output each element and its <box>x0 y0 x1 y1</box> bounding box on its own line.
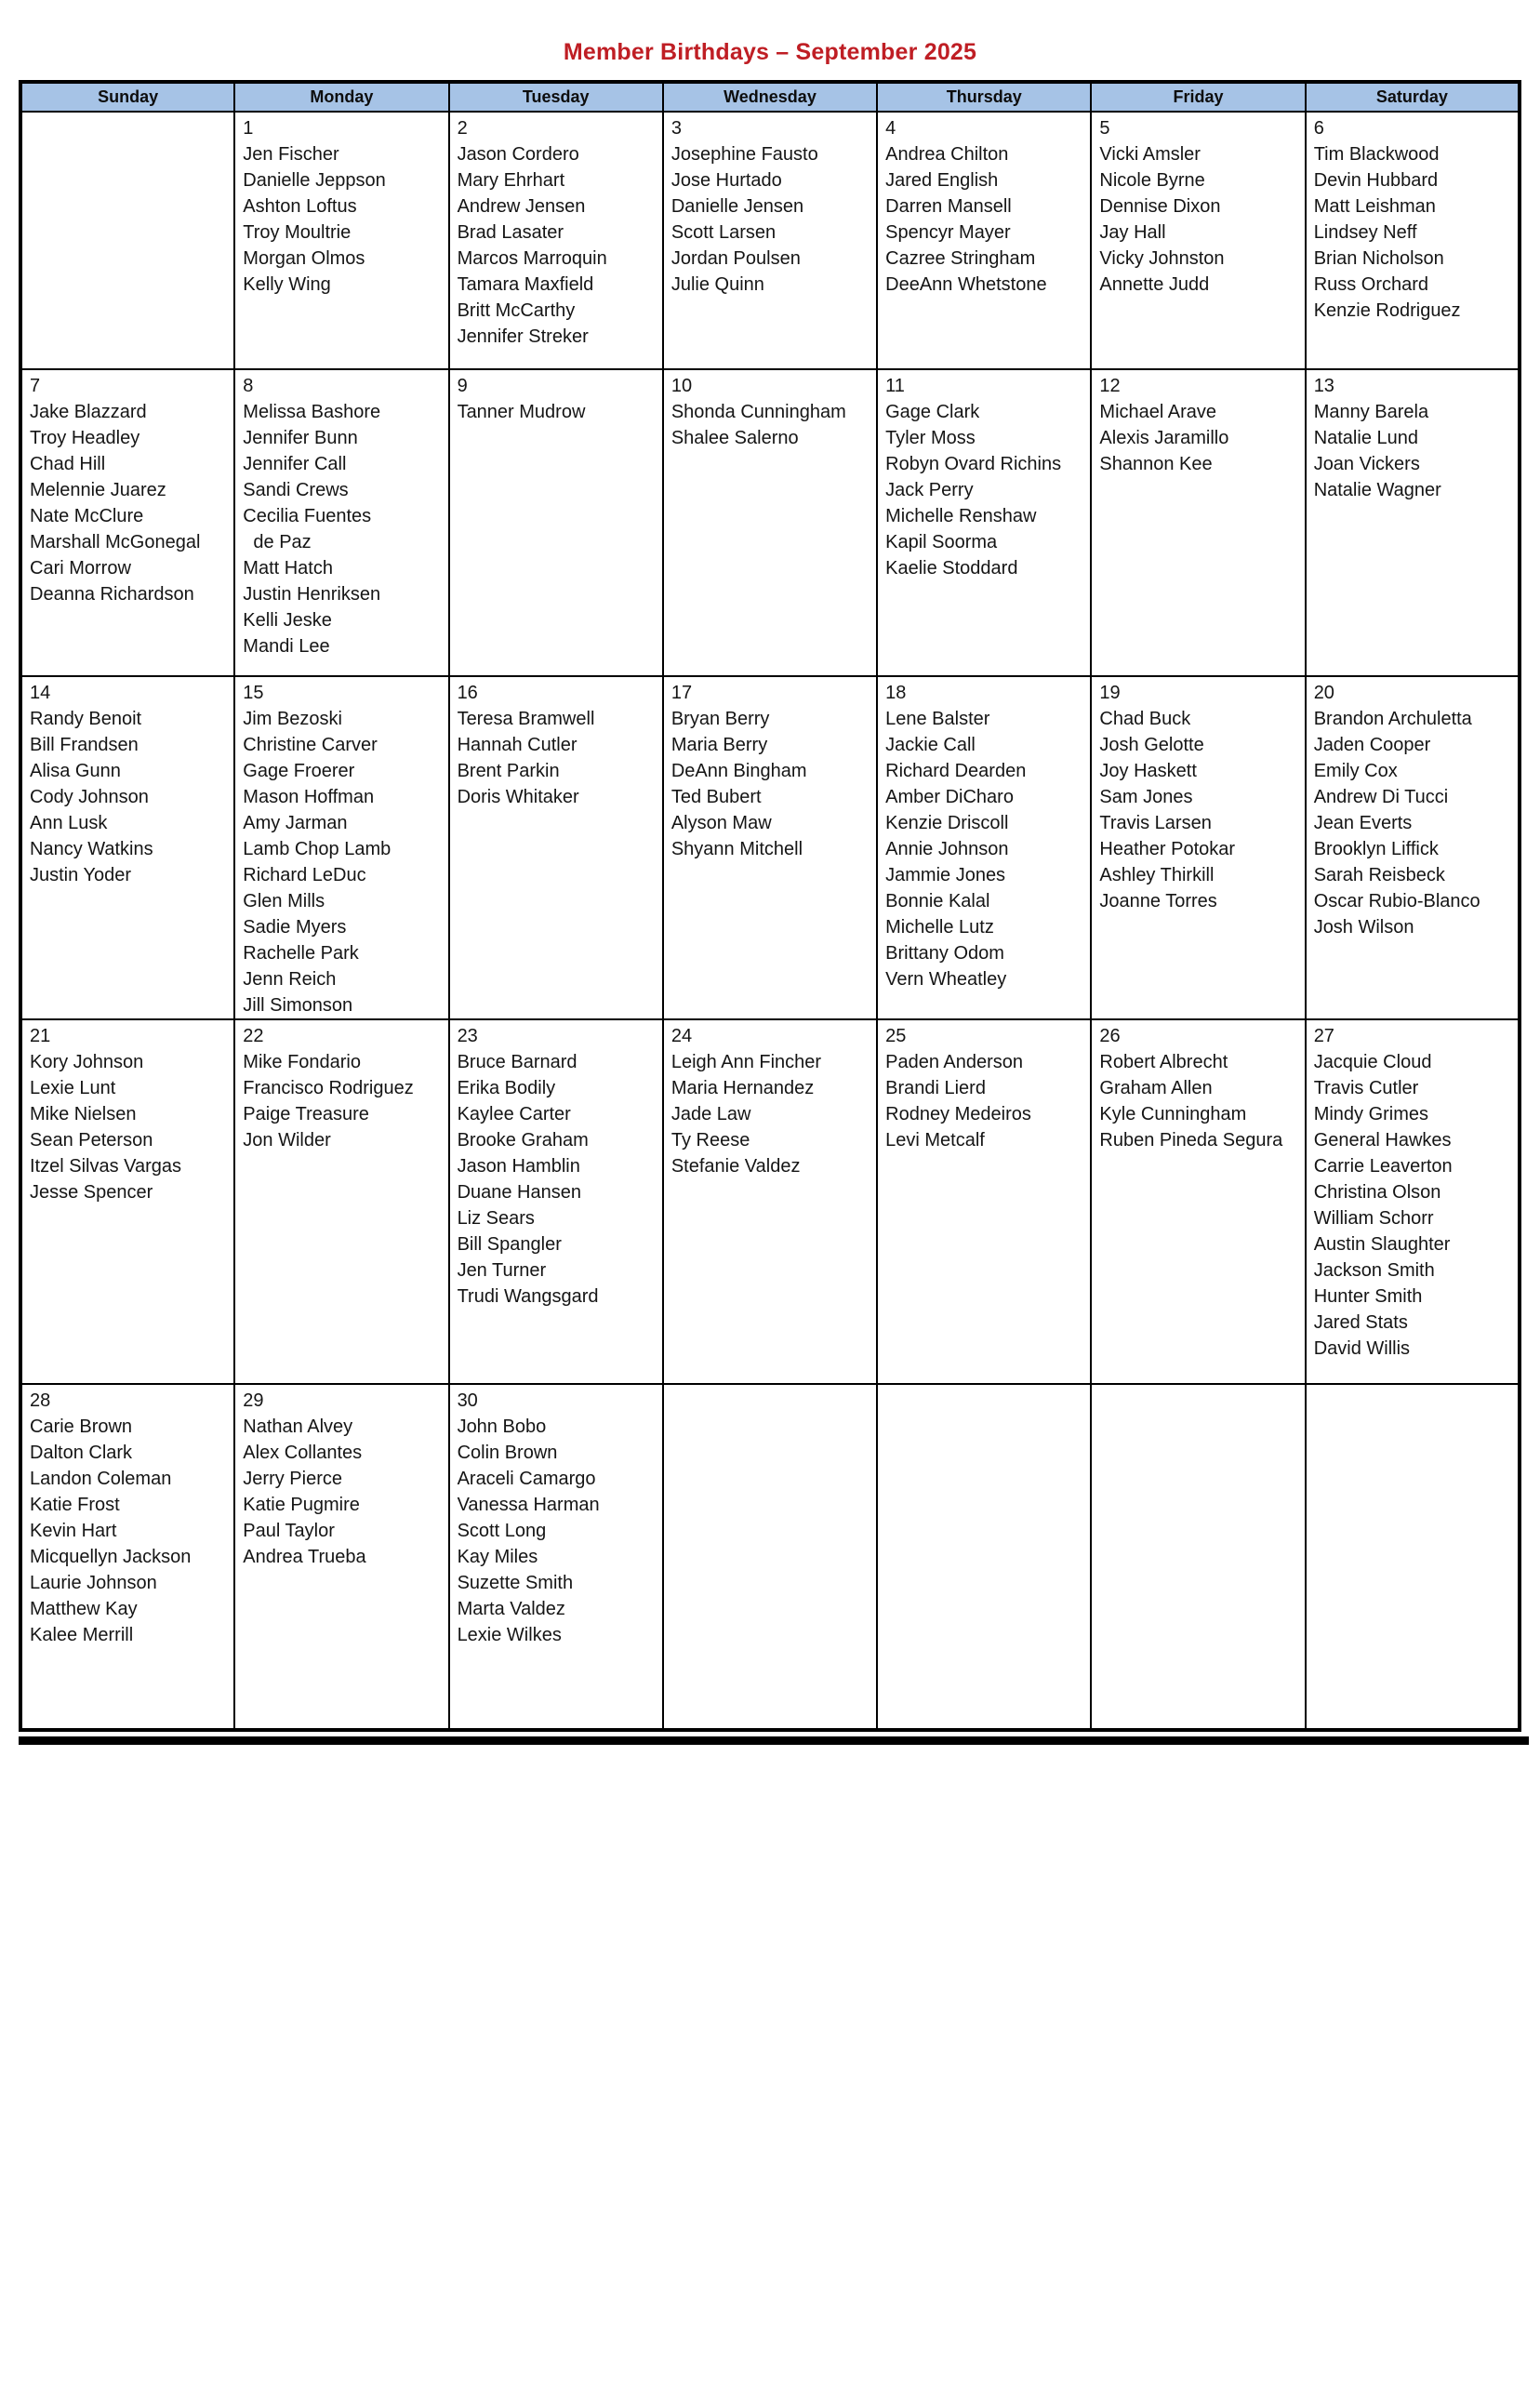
day-cell <box>20 1019 234 1384</box>
member-name: Deanna Richardson <box>30 584 194 605</box>
day-cell <box>1091 676 1305 1019</box>
day-number: 20 <box>1313 683 1334 703</box>
member-name: Bill Spangler <box>457 1234 562 1255</box>
member-name: Jackie Call <box>885 735 976 755</box>
member-name: Christine Carver <box>243 735 378 755</box>
member-name: Sam Jones <box>1099 787 1193 807</box>
member-name: Vicki Amsler <box>1099 144 1201 165</box>
week-row <box>20 1384 1520 1730</box>
member-name: Doris Whitaker <box>457 787 579 807</box>
member-name: Colin Brown <box>457 1443 558 1463</box>
day-number: 24 <box>670 1026 693 1046</box>
day-cell <box>234 112 448 369</box>
member-name: Jason Cordero <box>457 144 579 165</box>
member-name: Tanner Mudrow <box>457 402 586 422</box>
member-name: John Bobo <box>457 1417 547 1437</box>
member-name: Paul Taylor <box>243 1521 335 1541</box>
day-cell <box>877 1019 1091 1384</box>
member-name: Heather Potokar <box>1099 839 1236 859</box>
member-name: Julie Quinn <box>670 274 764 295</box>
member-name: Araceli Camargo <box>457 1469 596 1489</box>
member-name: Sadie Myers <box>243 917 347 938</box>
calendar-bottom-border <box>19 1736 1529 1745</box>
day-cell <box>1091 369 1305 676</box>
day-cell <box>1306 112 1520 369</box>
day-cell <box>234 1019 448 1384</box>
member-name: Kelly Wing <box>243 274 331 295</box>
day-cell <box>449 1384 663 1730</box>
member-name: Mary Ehrhart <box>457 170 565 191</box>
week-row <box>20 676 1520 1019</box>
member-name: Shonda Cunningham <box>670 402 846 422</box>
member-name: Vanessa Harman <box>457 1495 600 1515</box>
day-cell <box>663 1019 877 1384</box>
member-name: Sarah Reisbeck <box>1313 865 1445 885</box>
member-name: Alex Collantes <box>243 1443 363 1463</box>
member-name: Jose Hurtado <box>670 170 782 191</box>
member-name: Justin Henriksen <box>243 584 381 605</box>
member-name: Landon Coleman <box>30 1469 172 1489</box>
member-name: Morgan Olmos <box>243 248 365 269</box>
member-name: Brooklyn Liffick <box>1313 839 1439 859</box>
member-name: Troy Moultrie <box>243 222 352 243</box>
member-name: Brandon Archuletta <box>1313 709 1472 729</box>
member-name: Katie Pugmire <box>243 1495 360 1515</box>
day-number: 2 <box>457 118 468 139</box>
member-name: Lexie Wilkes <box>457 1625 562 1645</box>
member-name: Levi Metcalf <box>885 1130 985 1151</box>
member-name: Annie Johnson <box>885 839 1009 859</box>
member-name: Ty Reese <box>670 1130 750 1151</box>
member-name: Rachelle Park <box>243 943 359 964</box>
member-name: Bruce Barnard <box>457 1052 578 1072</box>
member-name: Jean Everts <box>1313 813 1413 833</box>
member-name: Erika Bodily <box>457 1078 556 1098</box>
member-name: Chad Buck <box>1099 709 1191 729</box>
member-name: Lene Balster <box>885 709 990 729</box>
member-name: Suzette Smith <box>457 1573 574 1593</box>
day-number: 14 <box>30 683 51 703</box>
day-number: 13 <box>1313 376 1334 396</box>
member-name: Brian Nicholson <box>1313 248 1444 269</box>
member-name: Amy Jarman <box>243 813 348 833</box>
member-name: Gage Clark <box>885 402 980 422</box>
member-name: Nathan Alvey <box>243 1417 353 1437</box>
member-name: Michelle Renshaw <box>885 506 1037 526</box>
empty-day-cell <box>1091 1384 1305 1730</box>
member-name: Bill Frandsen <box>30 735 139 755</box>
member-name: Ashton Loftus <box>243 196 357 217</box>
week-row <box>20 112 1520 369</box>
member-name: Mindy Grimes <box>1313 1104 1429 1124</box>
member-name: Tyler Moss <box>885 428 976 448</box>
member-name: Kenzie Driscoll <box>885 813 1009 833</box>
empty-day-cell <box>20 112 234 369</box>
member-name: Lindsey Neff <box>1313 222 1417 243</box>
member-name: Brandi Lierd <box>885 1078 986 1098</box>
member-name: Carie Brown <box>30 1417 133 1437</box>
day-number: 7 <box>30 376 41 396</box>
weekday-header: Wednesday <box>663 82 877 112</box>
day-number: 22 <box>243 1026 264 1046</box>
day-number: 30 <box>457 1390 478 1411</box>
day-cell <box>234 369 448 676</box>
member-name: Jerry Pierce <box>243 1469 342 1489</box>
day-number: 11 <box>885 376 905 396</box>
calendar-table <box>19 80 1521 1732</box>
member-name: Liz Sears <box>457 1208 535 1229</box>
day-number: 17 <box>670 683 693 703</box>
member-name: Andrea Trueba <box>243 1547 366 1567</box>
member-name: Bonnie Kalal <box>885 891 990 911</box>
day-number: 25 <box>885 1026 907 1046</box>
day-cell <box>1306 676 1520 1019</box>
day-cell <box>1091 1019 1305 1384</box>
member-name: Josh Wilson <box>1313 917 1414 938</box>
weekday-header: Saturday <box>1306 82 1520 112</box>
day-cell <box>449 369 663 676</box>
day-number: 28 <box>30 1390 51 1411</box>
member-name: Matthew Kay <box>30 1599 138 1619</box>
member-name: Cazree Stringham <box>885 248 1036 269</box>
member-name: Ann Lusk <box>30 813 108 833</box>
day-number: 26 <box>1099 1026 1121 1046</box>
member-name: Austin Slaughter <box>1313 1234 1451 1255</box>
member-name: Travis Larsen <box>1099 813 1212 833</box>
day-number: 19 <box>1099 683 1121 703</box>
member-name: Ruben Pineda Segura <box>1099 1130 1283 1151</box>
day-number: 12 <box>1099 376 1121 396</box>
member-name: Maria Hernandez <box>670 1078 815 1098</box>
member-name: Teresa Bramwell <box>457 709 595 729</box>
day-number: 29 <box>243 1390 264 1411</box>
member-name: Natalie Wagner <box>1313 480 1441 500</box>
member-name: Joy Haskett <box>1099 761 1197 781</box>
member-name: Jesse Spencer <box>30 1182 153 1203</box>
member-name: Melennie Juarez <box>30 480 166 500</box>
member-name: Andrea Chilton <box>885 144 1009 165</box>
member-name: Shyann Mitchell <box>670 839 803 859</box>
weekday-header: Sunday <box>20 82 234 112</box>
member-name: Jackson Smith <box>1313 1260 1435 1281</box>
member-name: Danielle Jensen <box>670 196 804 217</box>
empty-day-cell <box>663 1384 877 1730</box>
day-number: 4 <box>885 118 896 139</box>
member-name: Duane Hansen <box>457 1182 581 1203</box>
weekday-row <box>20 82 1520 112</box>
member-name: Jenn Reich <box>243 969 337 990</box>
week-row <box>20 1019 1520 1384</box>
member-name: Vicky Johnston <box>1099 248 1225 269</box>
member-name: Leigh Ann Fincher <box>670 1052 822 1072</box>
member-name: Marshall McGonegal <box>30 532 201 552</box>
member-name: Hunter Smith <box>1313 1286 1423 1307</box>
member-name: Randy Benoit <box>30 709 142 729</box>
day-number: 18 <box>885 683 907 703</box>
member-name: Jen Turner <box>457 1260 547 1281</box>
member-name: Laurie Johnson <box>30 1573 157 1593</box>
member-name: Cari Morrow <box>30 558 131 579</box>
weekday-header: Tuesday <box>449 82 663 112</box>
member-name: Rodney Medeiros <box>885 1104 1031 1124</box>
member-name: Jon Wilder <box>243 1130 331 1151</box>
day-cell <box>877 676 1091 1019</box>
member-name: Justin Yoder <box>30 865 131 885</box>
empty-day-cell <box>1306 1384 1520 1730</box>
member-name: Tamara Maxfield <box>457 274 594 295</box>
member-name: Scott Larsen <box>670 222 777 243</box>
member-name: Robyn Ovard Richins <box>885 454 1062 474</box>
member-name: Kalee Merrill <box>30 1625 134 1645</box>
member-name: Brittany Odom <box>885 943 1004 964</box>
member-name: Tim Blackwood <box>1313 144 1440 165</box>
weekday-header: Thursday <box>877 82 1091 112</box>
member-name: Ted Bubert <box>670 787 762 807</box>
member-name: Kyle Cunningham <box>1099 1104 1247 1124</box>
day-cell <box>663 112 877 369</box>
member-name: Mandi Lee <box>243 636 330 657</box>
member-name: Sandi Crews <box>243 480 349 500</box>
calendar-header <box>20 82 1520 112</box>
member-name: Bryan Berry <box>670 709 770 729</box>
day-number: 9 <box>457 376 468 396</box>
empty-day-cell <box>877 1384 1091 1730</box>
day-cell <box>449 1019 663 1384</box>
member-name: de Paz <box>243 532 312 552</box>
member-name: Kenzie Rodriguez <box>1313 300 1461 321</box>
day-cell <box>877 369 1091 676</box>
day-cell <box>663 369 877 676</box>
member-name: Jennifer Call <box>243 454 347 474</box>
member-name: Danielle Jeppson <box>243 170 386 191</box>
day-cell <box>449 112 663 369</box>
member-name: Jill Simonson <box>243 995 353 1016</box>
member-name: Josephine Fausto <box>670 144 818 165</box>
member-name: Christina Olson <box>1313 1182 1441 1203</box>
member-name: Maria Berry <box>670 735 768 755</box>
member-name: Amber DiCharo <box>885 787 1014 807</box>
day-cell <box>449 676 663 1019</box>
member-name: Katie Frost <box>30 1495 120 1515</box>
member-name: Matt Hatch <box>243 558 333 579</box>
member-name: Jason Hamblin <box>457 1156 580 1177</box>
day-number: 8 <box>243 376 254 396</box>
page-title: Member Birthdays – September 2025 <box>563 39 977 65</box>
member-name: Annette Judd <box>1099 274 1210 295</box>
day-cell <box>234 676 448 1019</box>
member-name: Glen Mills <box>243 891 325 911</box>
member-name: Matt Leishman <box>1313 196 1436 217</box>
day-cell <box>1306 1019 1520 1384</box>
member-name: Marcos Marroquin <box>457 248 607 269</box>
member-name: DeeAnn Whetstone <box>885 274 1047 295</box>
member-name: Troy Headley <box>30 428 140 448</box>
member-name: Oscar Rubio-Blanco <box>1313 891 1480 911</box>
member-name: Brooke Graham <box>457 1130 589 1151</box>
member-name: Richard Dearden <box>885 761 1027 781</box>
day-number: 5 <box>1099 118 1110 139</box>
day-number: 6 <box>1313 118 1324 139</box>
member-name: Vern Wheatley <box>885 969 1007 990</box>
member-name: Britt McCarthy <box>457 300 576 321</box>
day-number: 15 <box>243 683 264 703</box>
member-name: Jordan Poulsen <box>670 248 801 269</box>
member-name: Brad Lasater <box>457 222 564 243</box>
weekday-header: Friday <box>1091 82 1305 112</box>
member-name: General Hawkes <box>1313 1130 1452 1151</box>
member-name: Ashley Thirkill <box>1099 865 1215 885</box>
member-name: Kelli Jeske <box>243 610 332 631</box>
member-name: Jaden Cooper <box>1313 735 1431 755</box>
member-name: Joan Vickers <box>1313 454 1420 474</box>
member-name: Travis Cutler <box>1313 1078 1419 1098</box>
member-name: Jay Hall <box>1099 222 1166 243</box>
member-name: Paden Anderson <box>885 1052 1024 1072</box>
member-name: David Willis <box>1313 1338 1411 1359</box>
member-name: Spencyr Mayer <box>885 222 1011 243</box>
day-number: 3 <box>670 118 682 139</box>
member-name: Jake Blazzard <box>30 402 147 422</box>
member-name: Emily Cox <box>1313 761 1398 781</box>
day-cell <box>20 1384 234 1730</box>
member-name: Mike Fondario <box>243 1052 361 1072</box>
member-name: Melissa Bashore <box>243 402 381 422</box>
member-name: Brent Parkin <box>457 761 560 781</box>
member-name: Paige Treasure <box>243 1104 369 1124</box>
member-name: Natalie Lund <box>1313 428 1418 448</box>
day-number: 21 <box>30 1026 51 1046</box>
member-name: William Schorr <box>1313 1208 1434 1229</box>
member-name: Michelle Lutz <box>885 917 994 938</box>
member-name: Graham Allen <box>1099 1078 1213 1098</box>
member-name: Andrew Jensen <box>457 196 586 217</box>
member-name: Devin Hubbard <box>1313 170 1439 191</box>
member-name: Alyson Maw <box>670 813 772 833</box>
member-name: Kaylee Carter <box>457 1104 571 1124</box>
member-name: Carrie Leaverton <box>1313 1156 1453 1177</box>
member-name: Lamb Chop Lamb <box>243 839 392 859</box>
member-name: Jim Bezoski <box>243 709 342 729</box>
member-name: Robert Albrecht <box>1099 1052 1228 1072</box>
member-name: Trudi Wangsgard <box>457 1286 599 1307</box>
day-cell <box>1091 112 1305 369</box>
day-number: 27 <box>1313 1026 1334 1046</box>
member-name: Scott Long <box>457 1521 547 1541</box>
day-number: 16 <box>457 683 478 703</box>
member-name: Richard LeDuc <box>243 865 366 885</box>
day-number: 1 <box>243 118 254 139</box>
member-name: Gage Froerer <box>243 761 355 781</box>
member-name: Micquellyn Jackson <box>30 1547 192 1567</box>
member-name: Darren Mansell <box>885 196 1012 217</box>
member-name: Jennifer Streker <box>457 326 589 347</box>
day-cell <box>877 112 1091 369</box>
member-name: Michael Arave <box>1099 402 1217 422</box>
member-name: Kapil Soorma <box>885 532 998 552</box>
member-name: Mike Nielsen <box>30 1104 137 1124</box>
member-name: Kory Johnson <box>30 1052 144 1072</box>
weekday-header: Monday <box>234 82 448 112</box>
member-name: Mason Hoffman <box>243 787 375 807</box>
member-name: Josh Gelotte <box>1099 735 1204 755</box>
member-name: Alexis Jaramillo <box>1099 428 1229 448</box>
member-name: Russ Orchard <box>1313 274 1429 295</box>
member-name: Cecilia Fuentes <box>243 506 372 526</box>
member-name: Dalton Clark <box>30 1443 133 1463</box>
day-cell <box>663 676 877 1019</box>
member-name: Alisa Gunn <box>30 761 121 781</box>
member-name: Jared Stats <box>1313 1312 1408 1333</box>
day-number: 23 <box>457 1026 478 1046</box>
day-cell <box>1306 369 1520 676</box>
day-cell <box>20 369 234 676</box>
member-name: Shalee Salerno <box>670 428 799 448</box>
week-row <box>20 369 1520 676</box>
member-name: Dennise Dixon <box>1099 196 1221 217</box>
member-name: Cody Johnson <box>30 787 149 807</box>
member-name: Jade Law <box>670 1104 751 1124</box>
member-name: Joanne Torres <box>1099 891 1217 911</box>
member-name: Jammie Jones <box>885 865 1006 885</box>
member-name: Jack Perry <box>885 480 974 500</box>
member-name: Kevin Hart <box>30 1521 117 1541</box>
member-name: Jared English <box>885 170 999 191</box>
member-name: Jacquie Cloud <box>1313 1052 1432 1072</box>
member-name: Jennifer Bunn <box>243 428 358 448</box>
member-name: Manny Barela <box>1313 402 1429 422</box>
member-name: Kaelie Stoddard <box>885 558 1018 579</box>
member-name: DeAnn Bingham <box>670 761 807 781</box>
member-name: Lexie Lunt <box>30 1078 116 1098</box>
member-name: Nate McClure <box>30 506 144 526</box>
day-cell <box>234 1384 448 1730</box>
member-name: Nicole Byrne <box>1099 170 1205 191</box>
member-name: Hannah Cutler <box>457 735 578 755</box>
member-name: Chad Hill <box>30 454 106 474</box>
member-name: Shannon Kee <box>1099 454 1213 474</box>
member-name: Itzel Silvas Vargas <box>30 1156 182 1177</box>
calendar-body <box>20 112 1520 1730</box>
member-name: Andrew Di Tucci <box>1313 787 1449 807</box>
member-name: Jen Fischer <box>243 144 339 165</box>
member-name: Kay Miles <box>457 1547 538 1567</box>
birthday-calendar <box>19 80 1529 1745</box>
member-name: Nancy Watkins <box>30 839 153 859</box>
member-name: Francisco Rodriguez <box>243 1078 414 1098</box>
day-cell <box>20 676 234 1019</box>
member-name: Sean Peterson <box>30 1130 153 1151</box>
member-name: Stefanie Valdez <box>670 1156 801 1177</box>
day-number: 10 <box>670 376 693 396</box>
member-name: Marta Valdez <box>457 1599 565 1619</box>
